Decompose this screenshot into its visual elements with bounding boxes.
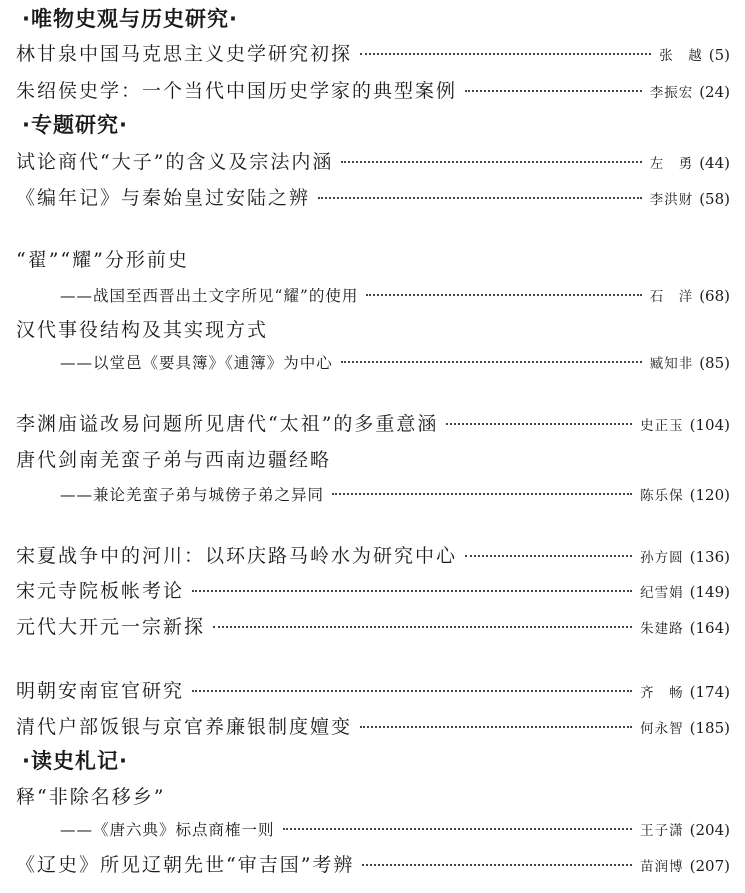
dot-leader xyxy=(332,493,632,495)
article-title: 李渊庙谥改易问题所见唐代“太祖”的多重意涵 xyxy=(16,413,439,435)
author-name: 李洪财 xyxy=(649,192,694,208)
article-title: 《辽史》所见辽朝先世“审吉国”考辨 xyxy=(16,854,355,876)
article-subtitle: ——以堂邑《要具簿》《逋簿》为中心 xyxy=(60,354,333,372)
article-title: 试论商代“大子”的含义及宗法内涵 xyxy=(16,151,334,173)
page-number: (149) xyxy=(689,583,730,601)
toc-entry[interactable] xyxy=(16,76,730,106)
toc-subtitle-entry[interactable] xyxy=(60,281,730,311)
page-number: (207) xyxy=(689,857,730,875)
author-name: 石 洋 xyxy=(649,289,694,305)
author-name: 朱建路 xyxy=(640,621,684,637)
toc-subtitle-entry[interactable] xyxy=(60,348,730,378)
dot-leader xyxy=(465,555,632,557)
article-title: 元代大开元一宗新探 xyxy=(16,616,206,638)
dot-leader xyxy=(341,361,642,363)
page-number: (24) xyxy=(699,83,730,101)
author-name: 张 越 xyxy=(659,48,703,64)
dot-leader xyxy=(360,53,651,55)
dot-leader xyxy=(192,590,632,592)
page-number: (58) xyxy=(699,190,730,208)
dot-leader xyxy=(192,690,632,692)
page-number: (68) xyxy=(699,287,730,305)
article-subtitle: ——兼论羌蛮子弟与城傍子弟之异同 xyxy=(60,486,325,504)
dot-leader xyxy=(446,423,632,425)
toc-entry[interactable] xyxy=(16,39,730,69)
page-number: (174) xyxy=(689,683,730,701)
article-title: 《编年记》与秦始皇过安陆之辨 xyxy=(16,187,311,209)
section-heading: ·专题研究· xyxy=(22,113,128,137)
dot-leader xyxy=(360,726,632,728)
author-name: 陈乐保 xyxy=(640,488,684,504)
article-title: 清代户部饭银与京官养廉银制度嬗变 xyxy=(16,716,353,738)
toc-entry[interactable] xyxy=(16,576,730,606)
page-number: (44) xyxy=(699,154,730,172)
article-title: 宋夏战争中的河川：以环庆路马岭水为研究中心 xyxy=(16,545,458,567)
page-number: (136) xyxy=(689,548,730,566)
article-title: 朱绍侯史学：一个当代中国历史学家的典型案例 xyxy=(16,80,458,102)
toc-entry[interactable] xyxy=(16,676,730,706)
dot-leader xyxy=(213,626,632,628)
dot-leader xyxy=(318,197,642,199)
article-title: 唐代剑南羌蛮子弟与西南边疆经略 xyxy=(16,449,332,471)
section-heading: ·读史札记· xyxy=(22,749,128,773)
toc-subtitle-entry[interactable] xyxy=(60,480,730,510)
article-subtitle: ——战国至西晋出土文字所见“耀”的使用 xyxy=(60,287,359,305)
toc-entry[interactable] xyxy=(16,409,730,439)
author-name: 臧知非 xyxy=(649,356,694,372)
author-name: 苗润博 xyxy=(640,859,684,875)
toc-entry[interactable] xyxy=(16,612,730,642)
page-number: (185) xyxy=(689,719,730,737)
article-subtitle: ——《唐六典》标点商榷一则 xyxy=(60,821,275,839)
section-heading: ·唯物史观与历史研究· xyxy=(22,7,238,31)
article-title: 释“非除名移乡” xyxy=(16,786,166,808)
article-title: 汉代事役结构及其实现方式 xyxy=(16,319,269,341)
toc-entry[interactable] xyxy=(16,850,730,880)
page-number: (204) xyxy=(689,821,730,839)
author-name: 李振宏 xyxy=(649,85,694,101)
page-number: (85) xyxy=(699,354,730,372)
toc-entry[interactable] xyxy=(16,147,730,177)
author-name: 左 勇 xyxy=(649,156,694,172)
page-number: (164) xyxy=(689,619,730,637)
author-name: 纪雪娟 xyxy=(640,585,684,601)
toc-entry[interactable] xyxy=(16,183,730,213)
dot-leader xyxy=(341,161,641,163)
page-number: (120) xyxy=(689,486,730,504)
article-title: 林甘泉中国马克思主义史学研究初探 xyxy=(16,43,353,65)
toc-entry[interactable] xyxy=(16,712,730,742)
toc-subtitle-entry[interactable] xyxy=(60,815,730,845)
author-name: 孙方圆 xyxy=(640,550,684,566)
author-name: 齐 畅 xyxy=(640,685,684,701)
author-name: 王子潇 xyxy=(640,823,684,839)
dot-leader xyxy=(362,864,632,866)
dot-leader xyxy=(283,828,633,830)
dot-leader xyxy=(465,90,642,92)
page-number: (104) xyxy=(689,416,730,434)
article-title: 宋元寺院板帐考论 xyxy=(16,580,185,602)
dot-leader xyxy=(366,294,641,296)
page-number: (5) xyxy=(708,46,730,64)
article-title: 明朝安南宦官研究 xyxy=(16,680,185,702)
author-name: 史正玉 xyxy=(640,418,684,434)
article-title: “翟”“耀”分形前史 xyxy=(16,249,189,271)
toc-entry[interactable] xyxy=(16,541,730,571)
author-name: 何永智 xyxy=(640,721,684,737)
